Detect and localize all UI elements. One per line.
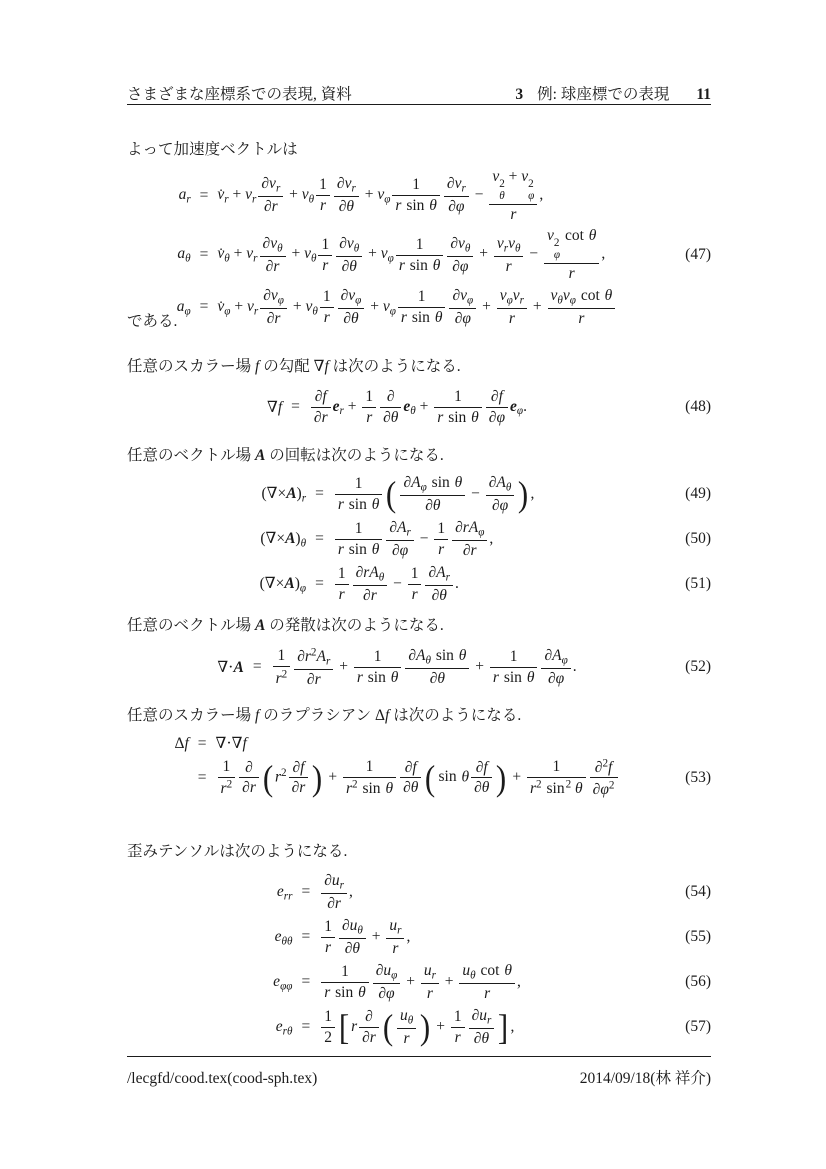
equation-rhs: $\frac{1}{\text{r sin θ}}$ ( $\frac{\partial A_\varphi \sin \theta}{\partial\theta}$ − $\frac{\partial A_\theta}{\partial\varphi}$ ) ,: [333, 474, 535, 515]
equation-rhs: $\frac{1}{\text{r sin θ}}$ $\frac{\partial A_r}{\partial\varphi}$ − $\frac{1}{r}$ $\frac{\partial rA_\varphi}{\partial r}$ ,: [333, 519, 493, 560]
equation-rhs: $v̇_r + v_r$ $\frac{\partial v_r}{\partial r}$ + $v_\theta$ $\frac{1}{r}$ $\frac{\partial v_r}{\partial\theta}$ + $v_\varphi$ $\frac{1}{\text{r sin θ}}$ $\frac{\partial v_r}{\partial\varphi}$ − v 2 θ + v 2 φ r ,: [217, 168, 544, 223]
equation-tag: (56): [685, 973, 711, 991]
equation-tag: (53): [685, 768, 711, 786]
paragraph-gradient-intro: 任意のスカラー場 f の勾配 ∇f は次のようになる.: [127, 358, 461, 375]
equation-lhs: $e_{\varphi\varphi}$: [273, 972, 293, 993]
equation-tag: (50): [685, 530, 711, 548]
equation-tag: (47): [685, 246, 711, 264]
equation-rhs: $v̇_\theta + v_r$ $\frac{\partial v_\theta}{\partial r}$ + $v_\theta$ $\frac{1}{r}$ $\frac{\partial v_\theta}{\partial\theta}$ + $v_\varphi$ $\frac{1}{\text{r sin θ}}$ $\frac{\partial v_\theta}{\partial\varphi}$ + $\frac{v_rv_\theta}{r}$ − v 2 φ cot θ r ,: [217, 227, 606, 282]
equation-rhs: $\frac{1}{r}$ $\frac{\partial rA_\theta}{\partial r}$ − $\frac{1}{r}$ $\frac{\partial A_r}{\partial\theta}$ .: [333, 564, 459, 605]
paragraph-acceleration-intro: よって加速度ベクトルは: [127, 141, 298, 158]
page-header: [127, 82, 711, 104]
equation-tag: (52): [685, 658, 711, 676]
equation-group-54-57: [127, 872, 711, 1048]
equation-rhs: $\frac{\partial u_r}{\partial r}$ ,: [319, 872, 353, 913]
header-right: [515, 82, 711, 104]
equation-group-49-51: [127, 474, 711, 605]
equation-relation: =: [315, 530, 324, 548]
equation-relation: =: [199, 246, 209, 264]
equation-lhs: $e_{\theta\theta}$: [274, 927, 293, 948]
equation-rhs: $\frac{1}{r^2}$ $\frac{\partial}{\partial r}$ ( $r^2$ $\frac{\partial f}{\partial r}$ ) + $\frac{1}{r^2 \sin \theta}$ $\frac{\partial f}{\partial\theta}$ ( sin θ $\frac{\partial f}{\partial\theta}$ ) + $\frac{1}{r^2 \sin^2 \theta}$ $\frac{\partial^2f}{\partial\varphi^2}$: [216, 757, 620, 799]
footer-file-path: /lecgfd/cood.tex(cood-sph.tex): [127, 1070, 318, 1087]
equation-relation: =: [301, 928, 311, 946]
paragraph-dearu: である.: [127, 313, 178, 330]
equation-lhs: $e_{rr}$: [276, 882, 293, 903]
equation-relation: =: [315, 485, 324, 503]
equation-tag: (54): [685, 883, 711, 901]
equation-relation: =: [301, 973, 311, 991]
equation-tag: (51): [685, 575, 711, 593]
equation-group-53: [127, 734, 711, 799]
equation-lhs: $e_{r\theta}$: [275, 1017, 293, 1038]
equation-rhs: $\frac{1}{r^2}$ $\frac{\partial r^2A_r}{\partial r}$ + $\frac{1}{\text{r sin θ}}$ $\frac{\partial A_\theta \sin \theta}{\partial\theta}$ + $\frac{1}{\text{r sin θ}}$ $\frac{\partial A_\varphi}{\partial\varphi}$ .: [271, 646, 577, 689]
equation-relation: =: [315, 575, 324, 593]
equation-relation: =: [197, 734, 207, 752]
equation-rhs: $\frac{1}{2}$ [ r $\frac{\partial}{\partial r}$ ( $\frac{u_\theta}{r}$ ) + $\frac{1}{r}$ $\frac{\partial u_r}{\partial\theta}$ ] ,: [319, 1007, 514, 1048]
equation-lhs: $a_\theta$: [177, 245, 191, 265]
paragraph-strain-intro: 歪みテンソルは次のようになる.: [127, 843, 348, 860]
equation-tag: (57): [685, 1018, 711, 1036]
header-left-title: さまざまな座標系での表現, 資料: [127, 86, 352, 103]
equation-rhs: ∇⋅∇f: [215, 735, 247, 752]
footer-date-author: 2014/09/18(林 祥介): [579, 1070, 711, 1087]
paragraph-divergence-intro: 任意のベクトル場 A の発散は次のようになる.: [127, 617, 444, 634]
equation-rhs: $\frac{\partial f}{\partial r}$ $e_r$ + $\frac{1}{r}$ $\frac{\partial}{\partial\theta}$ $e_\theta$ + $\frac{1}{\text{r sin θ}}$ $\frac{\partial f}{\partial\varphi}$ $e_\varphi$.: [309, 388, 527, 427]
equation-relation: =: [197, 768, 207, 786]
equation-lhs: ∇f: [267, 398, 283, 416]
equation-lhs: Δf: [174, 734, 189, 752]
equation-tag: (48): [685, 398, 711, 416]
equation-tag: (55): [685, 928, 711, 946]
equation-lhs: $(\nabla\times A)_r$: [261, 485, 307, 505]
page-footer: [127, 1066, 711, 1088]
equation-rhs: $v̇_\varphi + v_r$ $\frac{\partial v_\varphi}{\partial r}$ + $v_\theta$ $\frac{1}{r}$ $\frac{\partial v_\varphi}{\partial\theta}$ + $v_\varphi$ $\frac{1}{\text{r sin θ}}$ $\frac{\partial v_\varphi}{\partial\varphi}$ + $\frac{v_\varphi v_r}{r}$ + $\frac{v_\theta v_\varphi \cot \theta}{r}$: [217, 287, 617, 328]
header-rule: [127, 104, 711, 105]
equation-relation: =: [199, 298, 209, 316]
equation-group-47: [127, 168, 711, 328]
equation-group-52: [127, 646, 711, 689]
equation-lhs: $a_r$: [178, 186, 191, 206]
equation-lhs: ∇⋅A: [217, 658, 244, 676]
equation-rhs: $\frac{1}{\text{r sin θ}}$ $\frac{\partial u_\varphi}{\partial\varphi}$ + $\frac{u_r}{r}$ + $\frac{u_\theta \cot \theta}{r}$ ,: [319, 962, 521, 1003]
equation-tag: (49): [685, 485, 711, 503]
footer-rule: [127, 1056, 711, 1057]
equation-lhs: $a_\varphi$: [176, 297, 191, 317]
equation-lhs: $(\nabla\times A)_\theta$: [260, 530, 307, 550]
equation-relation: =: [301, 1018, 311, 1036]
equation-relation: =: [252, 658, 262, 676]
equation-relation: =: [199, 186, 209, 204]
equation-relation: =: [291, 398, 300, 416]
equation-rhs: $\frac{1}{r}$ $\frac{\partial u_\theta}{\partial\theta}$ + $\frac{u_r}{r}$ ,: [319, 917, 410, 958]
equation-relation: =: [301, 883, 311, 901]
header-page-number: 11: [696, 86, 711, 103]
header-section-number: 3: [515, 86, 524, 103]
paragraph-rotation-intro: 任意のベクトル場 A の回転は次のようになる.: [127, 447, 444, 464]
paragraph-laplacian-intro: 任意のスカラー場 f のラプラシアン Δf は次のようになる.: [127, 707, 522, 724]
equation-lhs: $(\nabla\times A)_\varphi$: [259, 575, 307, 595]
header-section-title: 例: 球座標での表現: [537, 86, 670, 103]
equation-group-48: [127, 388, 711, 427]
